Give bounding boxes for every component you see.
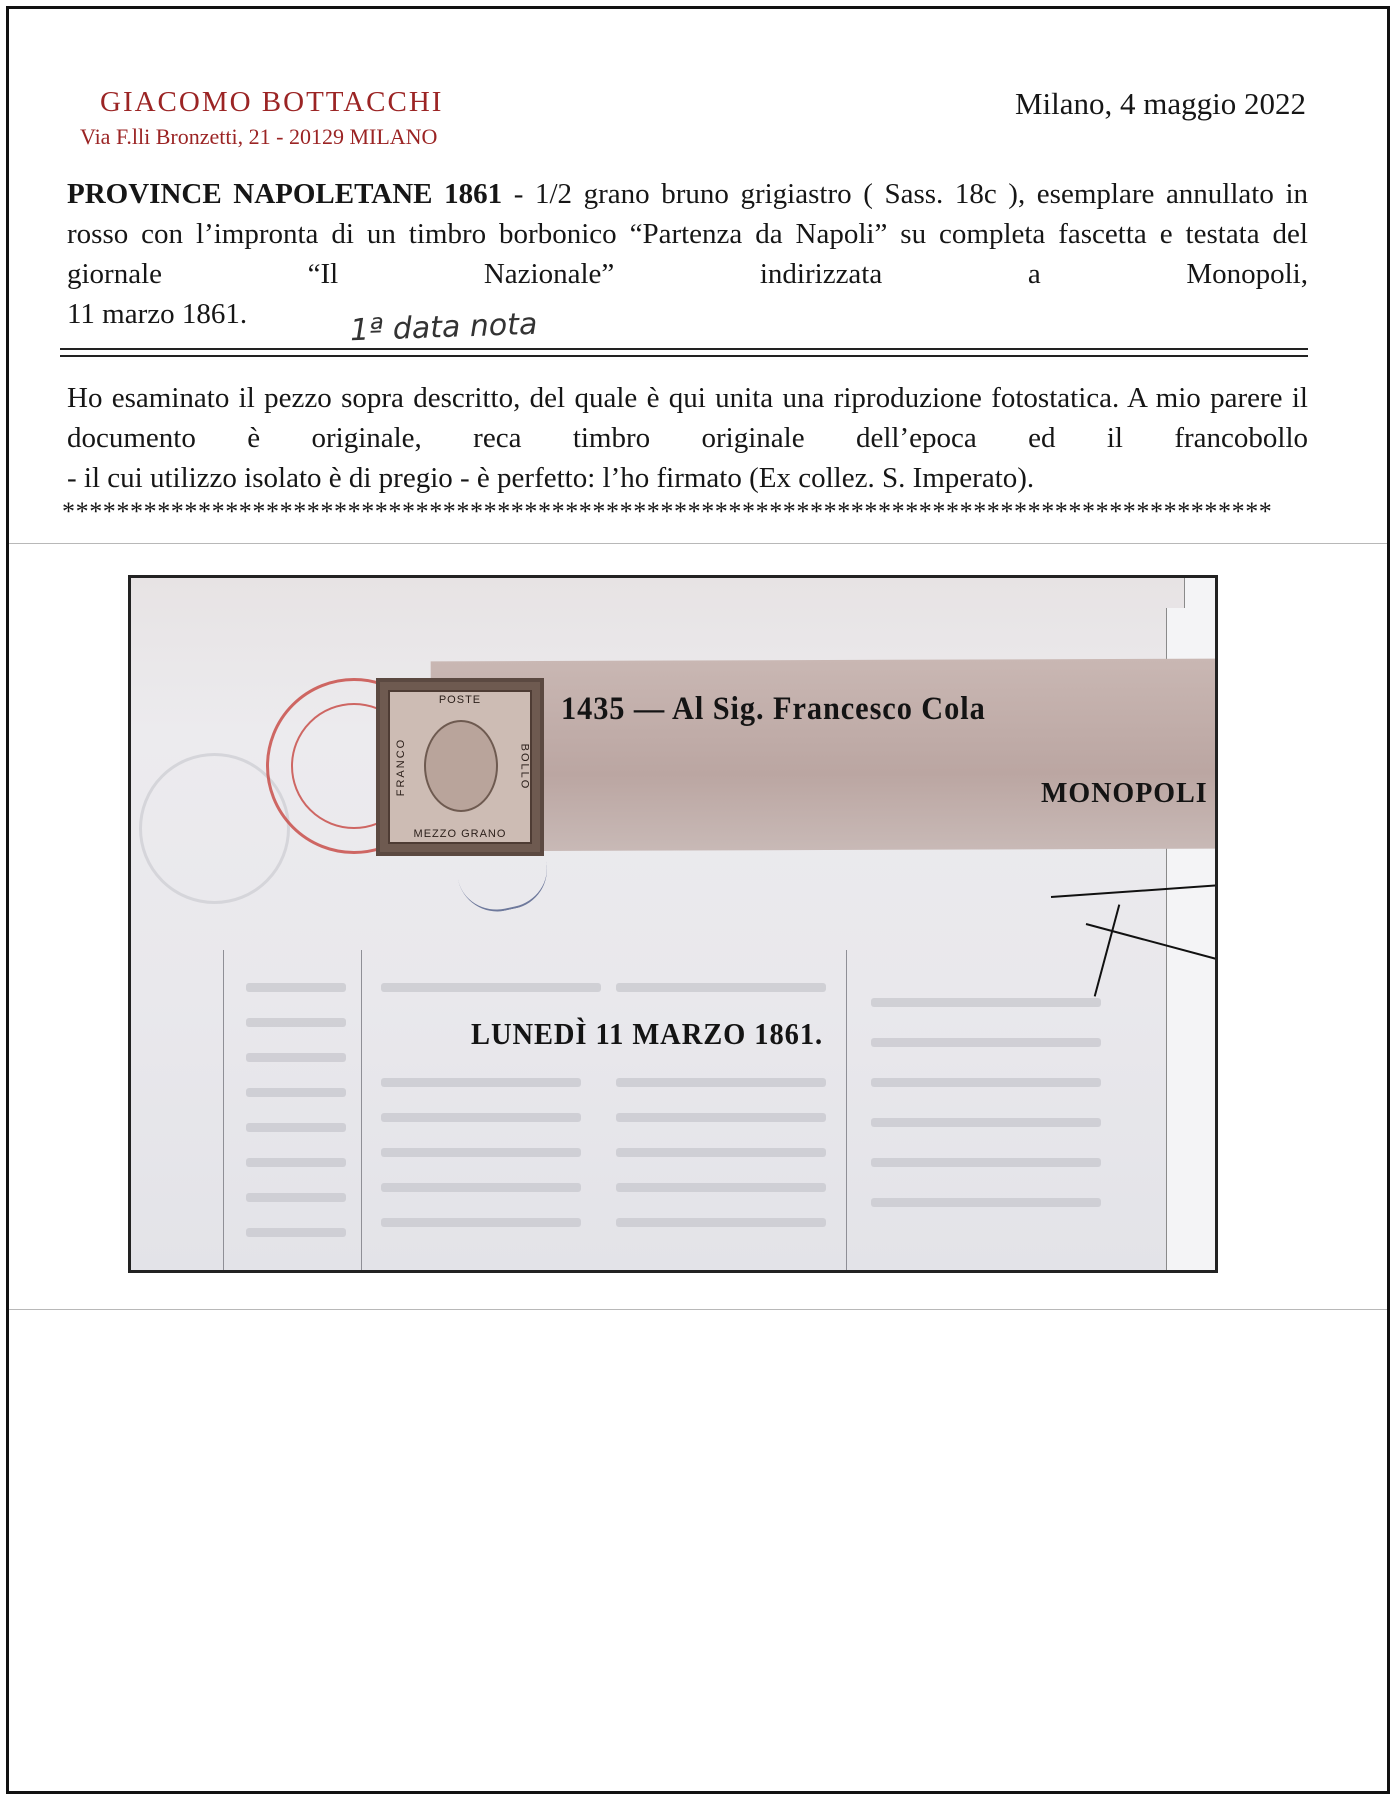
faded-text-line: [871, 1198, 1101, 1207]
newspaper-date: LUNEDÌ 11 MARZO 1861.: [471, 1016, 824, 1051]
faded-text-line: [246, 1088, 346, 1097]
faded-text-line: [871, 1158, 1101, 1167]
faded-text-line: [246, 1228, 346, 1237]
faded-text-line: [246, 1123, 346, 1132]
faded-text-line: [871, 1078, 1101, 1087]
fold-line: [9, 1309, 1387, 1310]
faded-text-line: [871, 1038, 1101, 1047]
sender-address: Via F.lli Bronzetti, 21 - 20129 MILANO: [80, 124, 438, 149]
description-title: PROVINCE NAPOLETANE 1861: [67, 178, 503, 210]
faded-text-line: [381, 983, 601, 992]
asterisk-separator: *****************************************************************************************: [62, 497, 1273, 526]
faded-text-line: [381, 1113, 581, 1122]
place-date: Milano, 4 maggio 2022: [1014, 86, 1306, 121]
newspaper-wrapper-band: [431, 659, 1218, 852]
newspaper-columns: [131, 938, 1215, 1270]
faded-text-line: [246, 1158, 346, 1167]
double-rule-divider: [60, 348, 1308, 357]
faded-text-line: [616, 1218, 826, 1227]
faded-text-line: [871, 1118, 1101, 1127]
stamp-top-text: POSTE: [438, 694, 482, 706]
stamp-bottom-text: MEZZO GRANO: [413, 828, 507, 840]
stamp-arms-oval: [424, 720, 498, 812]
faded-text-line: [246, 1053, 346, 1062]
faded-text-line: [246, 983, 346, 992]
stamp-left-text: FRANCO: [395, 737, 408, 797]
sender-name: GIACOMO BOTTACCHI: [100, 86, 444, 118]
description-body: - 1/2 grano bruno grigiastro ( Sass. 18c ), esemplare annullato in rosso con l’impronta di un timbro borbonico “Partenza da Napoli” su completa fascetta e testata del giornale “Il Nazionale” indirizzata a Monopoli,: [67, 178, 1308, 290]
faded-text-line: [246, 1193, 346, 1202]
column-rule: [223, 950, 224, 1270]
faded-text-line: [871, 998, 1101, 1007]
column-rule: [846, 950, 847, 1270]
faded-text-line: [381, 1078, 581, 1087]
item-photo: [128, 575, 1218, 1273]
faded-text-line: [616, 1078, 826, 1087]
column-rule: [361, 950, 362, 1270]
faded-text-line: [616, 1148, 826, 1157]
item-description: [67, 174, 1308, 334]
faded-text-line: [246, 1018, 346, 1027]
opinion-last-line: - il cui utilizzo isolato è di pregio - è perfetto: l’ho firmato (Ex collez. S. Imperato).: [67, 462, 1035, 494]
faded-text-line: [616, 1113, 826, 1122]
faded-text-line: [381, 1183, 581, 1192]
faded-text-line: [616, 983, 826, 992]
address-line: 1435 — Al Sig. Francesco Cola: [561, 691, 986, 727]
postage-stamp: [376, 678, 544, 856]
pencil-signature: [458, 859, 555, 919]
expert-opinion: [67, 378, 1308, 498]
stamp-right-text: BOLLO: [518, 743, 531, 791]
faded-text-line: [381, 1148, 581, 1157]
opinion-body: Ho esaminato il pezzo sopra descritto, del quale è qui unita una riproduzione fotostatica. A mio parere il documento è originale, reca timbro originale dell’epoca ed il francobollo: [67, 382, 1308, 454]
fold-line: [9, 543, 1387, 544]
handwritten-note: 1ª data nota: [349, 306, 538, 349]
faded-text-line: [381, 1218, 581, 1227]
description-last-line: 11 marzo 1861.: [67, 298, 248, 330]
stamp-frame: [388, 690, 532, 844]
address-city: MONOPOLI: [1041, 778, 1208, 809]
faded-text-line: [616, 1183, 826, 1192]
